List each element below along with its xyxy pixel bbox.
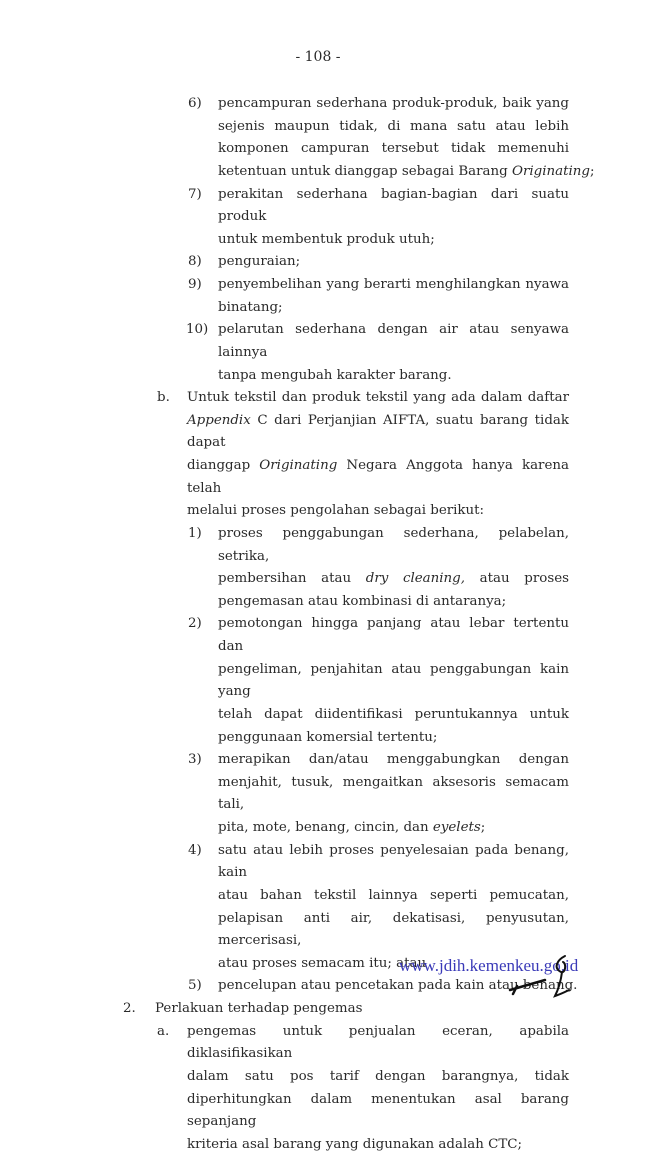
list-item: [0, 184, 654, 252]
item-number: 2): [188, 616, 202, 632]
text-line: Untuk tekstil dan produk tekstil yang ada dalam daftar: [187, 390, 569, 406]
text-line: pelapisan anti air, dekatisasi, penyusutan, mercerisasi,: [218, 910, 569, 949]
text-line: binatang;: [218, 299, 283, 315]
text-line: satu atau lebih proses penyelesaian pada benang, kain: [218, 842, 569, 881]
italic-term: dry cleaning,: [365, 571, 466, 587]
text-line: pelarutan sederhana dengan air atau senyawa lainnya: [218, 322, 569, 360]
text-line: pemotongan hingga panjang atau lebar tertentu dan: [218, 616, 569, 654]
item-letter: b.: [157, 390, 170, 406]
text-line: melalui proses pengolahan sebagai berikut:: [187, 503, 485, 519]
item-number: 8): [188, 254, 202, 270]
item-number: 4): [188, 842, 202, 858]
list-item: [0, 319, 654, 387]
section-number: 2.: [123, 1001, 136, 1016]
text-line: dalam satu pos tarif dengan barangnya, tidak: [187, 1068, 569, 1084]
text: pembersihan atau: [218, 571, 366, 587]
list-item: [0, 613, 654, 749]
text: ;: [480, 820, 486, 835]
text: ketentuan untuk dianggap sebagai Barang: [218, 163, 512, 179]
italic-term: eyelets: [432, 820, 481, 835]
text-line: tanpa mengubah karakter barang.: [218, 367, 452, 383]
text-line: pencelupan atau pencetakan pada kain atau benang.: [218, 978, 578, 994]
text-line: [218, 161, 595, 184]
list-item: [0, 523, 654, 614]
text-line: proses penggabungan sederhana, pelabelan, setrika,: [218, 525, 569, 564]
text-line: penyembelihan yang berarti menghilangkan nyawa: [218, 277, 569, 292]
text-line: atau bahan tekstil lainnya seperti pemucatan,: [218, 887, 569, 903]
list-item: [0, 93, 654, 184]
text-line: penggunaan komersial tertentu;: [218, 729, 438, 745]
text-line: kriteria asal barang yang digunakan adalah CTC;: [187, 1136, 523, 1152]
text-line: perakitan sederhana bagian-bagian dari suatu produk: [218, 186, 569, 225]
text-line: untuk membentuk produk utuh;: [218, 231, 435, 247]
item-letter: a.: [157, 1023, 170, 1039]
text-line: [218, 568, 569, 591]
text: dianggap: [187, 458, 260, 473]
section-title: Perlakuan terhadap pengemas: [155, 1001, 363, 1016]
list-item-a: [0, 1021, 654, 1156]
footer-url[interactable]: www.jdih.kemenkeu.go.id: [399, 956, 579, 975]
list-item-b: [0, 387, 654, 523]
text-line: pengemasan atau kombinasi di antaranya;: [218, 593, 507, 609]
list-item: [0, 749, 654, 840]
item-number: 3): [188, 752, 202, 768]
italic-term: Appendix: [187, 412, 251, 428]
text-line: penguraian;: [218, 254, 301, 270]
text-line: [187, 410, 569, 455]
text-line: atau proses semacam itu; atau: [218, 955, 427, 971]
page-number: - 108 -: [295, 49, 341, 65]
text-line: diperhitungkan dalam menentukan asal barang sepanjang: [187, 1091, 569, 1130]
text-line: pengemas untuk penjualan eceran, apabila diklasifikasikan: [187, 1023, 569, 1062]
text-line: pencampuran sederhana produk-produk, baik yang: [218, 96, 569, 111]
text-line: telah dapat diidentifikasi peruntukannya untuk: [218, 706, 569, 722]
text-line: pengeliman, penjahitan atau penggabungan kain yang: [218, 661, 569, 700]
text-line: merapikan dan/atau menggabungkan dengan: [218, 752, 569, 768]
item-number: 7): [188, 186, 202, 202]
item-number: 10): [186, 322, 209, 338]
text: atau proses: [465, 571, 569, 587]
text-line: [218, 817, 569, 840]
list-item: [0, 274, 654, 319]
text-line: menjahit, tusuk, mengaitkan aksesoris semacam tali,: [218, 774, 569, 813]
text: Negara Anggota hanya karena telah: [187, 458, 569, 496]
italic-term: Originating: [512, 163, 590, 179]
item-number: 1): [188, 525, 202, 541]
item-number: 5): [188, 978, 202, 994]
italic-term: Originating: [259, 458, 338, 473]
section-heading: [0, 998, 654, 1021]
item-number: 6): [188, 96, 202, 111]
text-line: komponen campuran tersebut tidak memenuhi: [218, 141, 569, 157]
text: C dari Perjanjian AIFTA, suatu barang tidak dapat: [187, 412, 569, 451]
text: pita, mote, benang, cincin, dan: [218, 820, 433, 835]
text-line: [187, 455, 569, 500]
list-item: [0, 251, 654, 274]
text: ;: [589, 163, 595, 179]
text-line: sejenis maupun tidak, di mana satu atau lebih: [218, 118, 569, 134]
item-number: 9): [188, 277, 202, 292]
signature-initial-icon: [505, 950, 575, 1000]
